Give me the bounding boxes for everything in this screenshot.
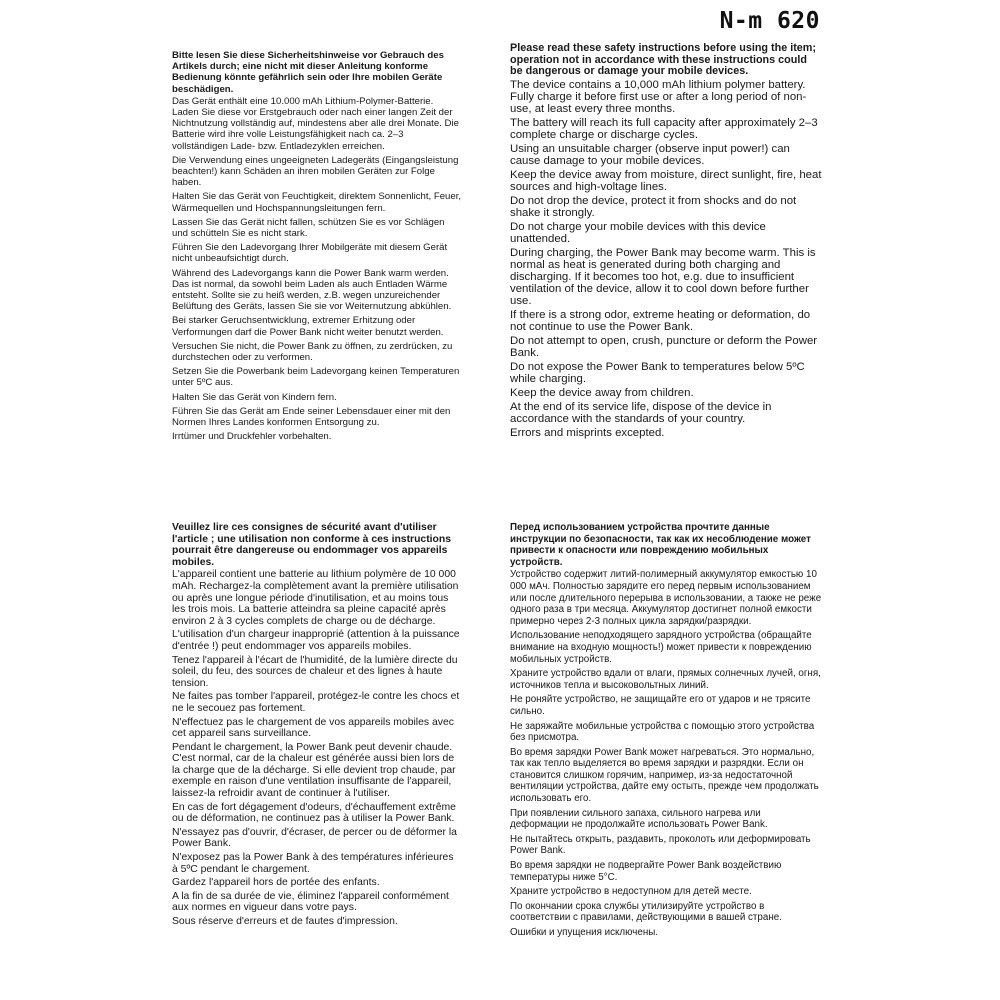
safety-paragraph: L'appareil contient une batterie au lithium polymère de 10 000 mAh. Rechargez-la complètement avant la première utilisation ou après une longue période d'inutilisation, et au moins tous les trois mois. La batterie atteindra sa pleine capacité après environ 2 à 3 cycles complets de charge ou de décharge.	[172, 569, 459, 627]
model-number: N-m 620	[719, 8, 820, 34]
safety-paragraph: Использование неподходящего зарядного устройства (обращайте внимание на входную мощность!) может привести к повреждению мобильных устройств.	[510, 630, 812, 665]
safety-paragraph: Sous réserve d'erreurs et de fautes d'impression.	[172, 916, 398, 927]
section-heading: Please read these safety instructions before using the item; operation not in accordance with these instructions could be dangerous or damage your mobile devices.	[510, 42, 817, 78]
safety-paragraph: Führen Sie das Gerät am Ende seiner Lebensdauer einer mit den Normen Ihres Landes konformen Entsorgung zu.	[172, 405, 451, 429]
safety-paragraph: Das Gerät enthält eine 10.000 mAh Lithium-Polymer-Batterie. Laden Sie diese vor Erstgebrauch oder nach einer langen Zeit der Nichtnutzung vollständig auf, mindestens aber alle drei Monate. Die Batterie wird ihre volle Leistungsfähigkeit nach ca. 2–3 vollständigen Lade- bzw. Entladezyklen erreichen.	[172, 95, 459, 152]
safety-paragraph: Irrtümer und Druckfehler vorbehalten.	[172, 431, 332, 443]
safety-paragraph: Do not drop the device, protect it from shocks and do not shake it strongly.	[510, 194, 797, 219]
safety-section-russian	[510, 522, 822, 942]
safety-paragraph: Errors and misprints excepted.	[510, 426, 665, 439]
safety-paragraph: Во время зарядки Power Bank может нагреваться. Это нормально, так как тепло выделяется во время зарядки и разрядки. Если он становится слишком горячим, например, из-за недостаточной вентиляции устройства, дайте ему остыть, прежде чем продолжать использовать его.	[510, 746, 819, 805]
section-heading: Перед использованием устройства прочтите данные инструкции по безопасности, так как их несоблюдение может привести к опасности или повреждению мобильных устройств.	[510, 522, 811, 568]
safety-paragraph: Lassen Sie das Gerät nicht fallen, schützen Sie es vor Schlägen und schütteln Sie es nicht stark.	[172, 216, 445, 240]
safety-section-german	[172, 50, 462, 443]
safety-paragraph: Using an unsuitable charger (observe input power!) can cause damage to your mobile devices.	[510, 142, 790, 167]
safety-paragraph: Keep the device away from children.	[510, 386, 694, 399]
safety-paragraph: Храните устройство вдали от влаги, прямых солнечных лучей, огня, источников тепла и высоковольтных линий.	[510, 668, 821, 691]
safety-paragraph: Halten Sie das Gerät von Kindern fern.	[172, 391, 337, 403]
safety-section-english	[510, 43, 822, 441]
safety-paragraph: Ne faites pas tomber l'appareil, protégez-le contre les chocs et ne le secouez pas fortement.	[172, 691, 460, 714]
safety-paragraph: Pendant le chargement, la Power Bank peut devenir chaude. C'est normal, car de la chaleur est générée aussi bien lors de la charge que de la décharge. Si elle devient trop chaude, par exemple en raison d'une ventilation insuffisante de l'appareil, laissez-la refroidir avant de continuer à l'utiliser.	[172, 741, 456, 800]
safety-paragraph: Не роняйте устройство, не защищайте его от ударов и не трясите сильно.	[510, 694, 811, 717]
safety-paragraph: If there is a strong odor, extreme heating or deformation, do not continue to use the Power Bank.	[510, 308, 811, 333]
safety-paragraph: A la fin de sa durée de vie, éliminez l'appareil conformément aux normes en vigueur dans votre pays.	[172, 890, 449, 914]
safety-section-french	[172, 522, 462, 930]
safety-paragraph: Do not charge your mobile devices with this device unattended.	[510, 220, 766, 245]
section-heading: Veuillez lire ces consignes de sécurité avant d'utiliser l'article ; une utilisation non conforme à ces instructions pourrait être dangereuse ou endommager vos appareils mobiles.	[172, 522, 452, 568]
safety-paragraph: Во время зарядки не подвергайте Power Bank воздействию температуры ниже 5°C.	[510, 860, 782, 883]
safety-paragraph: Ошибки и упущения исключены.	[510, 927, 658, 938]
safety-paragraph: The battery will reach its full capacity after approximately 2–3 complete charge or discharge cycles.	[510, 116, 818, 141]
safety-paragraph: Gardez l'appareil hors de portée des enfants.	[172, 877, 380, 889]
safety-paragraph: N'exposez pas la Power Bank à des températures inférieures à 5ºC pendant le chargement.	[172, 852, 454, 875]
safety-paragraph: During charging, the Power Bank may become warm. This is normal as heat is generated during both charging and discharging. If it becomes too hot, e.g. due to insufficient ventilation of the device, allow it to cool down before further use.	[510, 246, 816, 307]
safety-paragraph: Führen Sie den Ladevorgang Ihrer Mobilgeräte mit diesem Gerät nicht unbeaufsichtigt durch.	[172, 242, 448, 265]
safety-paragraph: Die Verwendung eines ungeeigneten Ladegeräts (Eingangsleistung beachten!) kann Schäden an ihren mobilen Geräten zur Folge haben.	[172, 154, 459, 189]
safety-paragraph: Während des Ladevorgangs kann die Power Bank warm werden. Das ist normal, da sowohl beim Laden als auch Entladen Wärme entsteht. Sollte sie zu heiß werden, z.B. wegen unzureichender Belüftung des Geräts, lassen Sie sie vor Weiternutzung abkühlen.	[172, 267, 452, 313]
safety-paragraph: Do not attempt to open, crush, puncture or deform the Power Bank.	[510, 334, 818, 359]
safety-paragraph: Halten Sie das Gerät von Feuchtigkeit, direktem Sonnenlicht, Feuer, Wärmequellen und Hochspannungsleitungen fern.	[172, 191, 462, 214]
safety-paragraph: Не заряжайте мобильные устройства с помощью этого устройства без присмотра.	[510, 720, 815, 744]
safety-paragraph: L'utilisation d'un chargeur inapproprié (attention à la puissance d'entrée !) peut endommager vos appareils mobiles.	[172, 629, 460, 652]
safety-paragraph: Setzen Sie die Powerbank beim Ladevorgang keinen Temperaturen unter 5ºC aus.	[172, 366, 460, 389]
safety-paragraph: Keep the device away from moisture, direct sunlight, fire, heat sources and high-voltage lines.	[510, 168, 822, 193]
safety-paragraph: Tenez l'appareil à l'écart de l'humidité, de la lumière directe du soleil, du feu, des sources de chaleur et des lignes à haute tension.	[172, 654, 458, 689]
safety-paragraph: At the end of its service life, dispose of the device in accordance with the standards of your country.	[510, 400, 772, 425]
safety-paragraph: N'effectuez pas le chargement de vos appareils mobiles avec cet appareil sans surveillance.	[172, 716, 454, 740]
safety-paragraph: The device contains a 10,000 mAh lithium polymer battery. Fully charge it before first use or after a long period of non-use, at least every three months.	[510, 78, 807, 115]
safety-paragraph: En cas de fort dégagement d'odeurs, d'échauffement extrême ou de déformation, ne continuez pas à utiliser la Power Bank.	[172, 801, 456, 825]
safety-paragraph: Устройство содержит литий-полимерный аккумулятор емкостью 10 000 мАч. Полностью зарядите его перед первым использованием или после длительного перерыва в использовании, а также не реже одного раза в три месяца. Аккумулятор достигнет полной емкости примерно через 2-3 полных цикла зарядки/разрядки.	[510, 569, 822, 627]
safety-paragraph: Bei starker Geruchsentwicklung, extremer Erhitzung oder Verformungen darf die Power Bank nicht weiter benutzt werden.	[172, 315, 444, 338]
safety-paragraph: N'essayez pas d'ouvrir, d'écraser, de percer ou de déformer la Power Bank.	[172, 826, 457, 850]
section-heading: Bitte lesen Sie diese Sicherheitshinweise vor Gebrauch des Artikels durch; eine nicht mit dieser Anleitung konforme Bedienung könnte gefährlich sein oder Ihre mobilen Geräte beschädigen.	[172, 50, 444, 95]
safety-paragraph: Versuchen Sie nicht, die Power Bank zu öffnen, zu zerdrücken, zu durchstechen oder zu verformen.	[172, 340, 453, 364]
safety-paragraph: Храните устройство в недоступном для детей месте.	[510, 886, 752, 898]
safety-paragraph: При появлении сильного запаха, сильного нагрева или деформации не продолжайте использовать Power Bank.	[510, 807, 768, 831]
safety-paragraph: Do not expose the Power Bank to temperatures below 5ºC while charging.	[510, 360, 805, 385]
safety-paragraph: Не пытайтесь открыть, раздавить, проколоть или деформировать Power Bank.	[510, 833, 811, 857]
safety-paragraph: По окончании срока службы утилизируйте устройство в соответствии с правилами, действующими в вашей стране.	[510, 900, 782, 924]
